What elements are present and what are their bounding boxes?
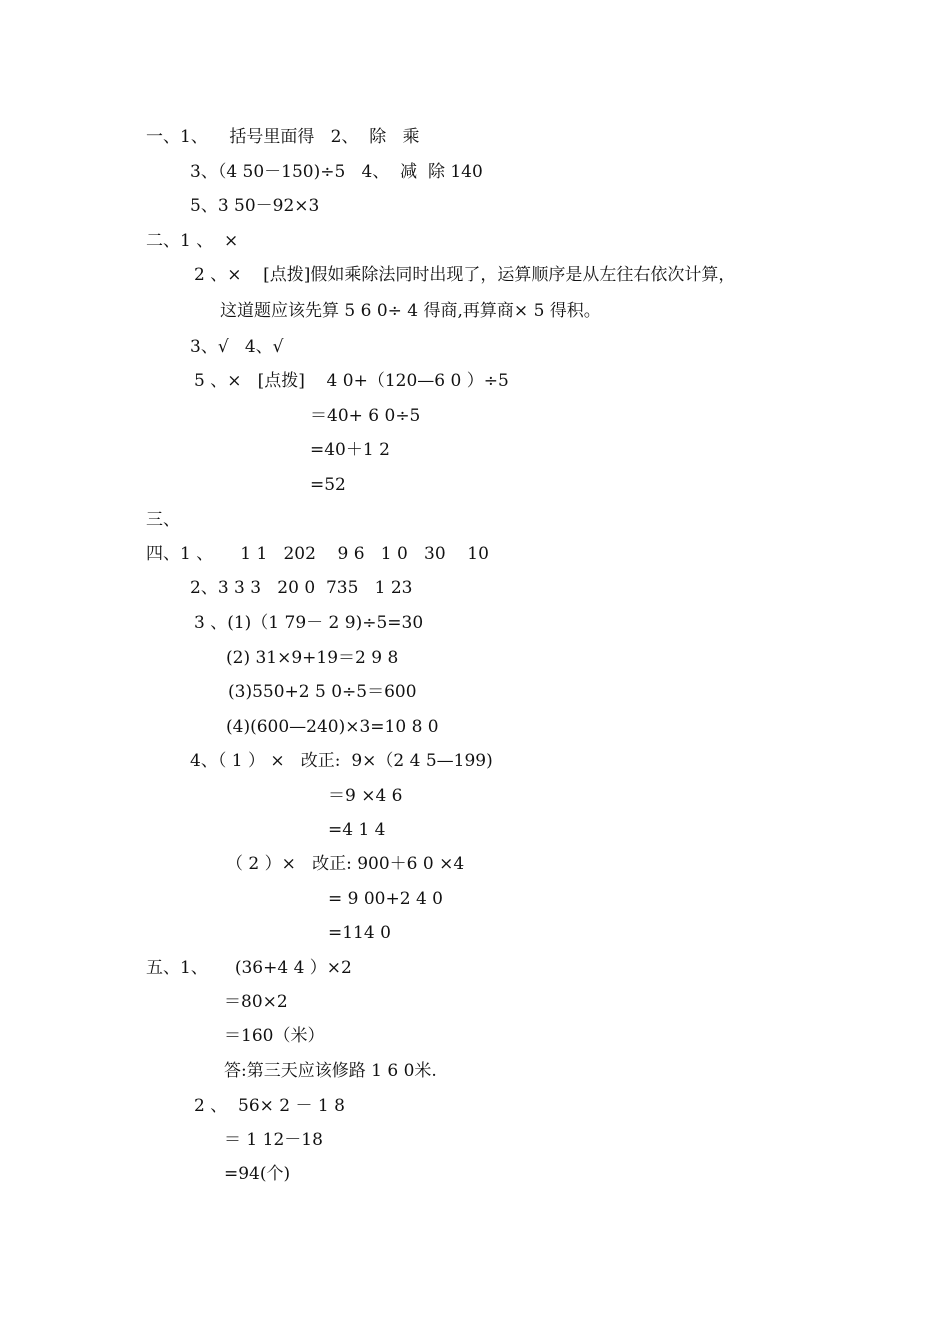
section-2-line-1: 二、1 、 × bbox=[146, 231, 239, 251]
section-4-line-12: =114 0 bbox=[328, 923, 391, 943]
section-4-line-6: (4)(600—240)×3=10 8 0 bbox=[226, 717, 439, 737]
section-2-line-2: 2 、× [点拨]假如乘除法同时出现了，运算顺序是从左往右依次计算， bbox=[194, 265, 736, 285]
section-2-line-5: 5 、× [点拨] 4 0+（120—6 0 ）÷5 bbox=[194, 371, 509, 391]
section-4-line-8: ＝9 ×4 6 bbox=[328, 786, 403, 806]
section-4-line-10: （ 2 ）× 改正: 900＋6 0 ×4 bbox=[226, 854, 465, 874]
section-5-line-3: ＝160（米） bbox=[224, 1026, 325, 1046]
section-4-line-4: (2) 31×9+19＝2 9 8 bbox=[226, 648, 399, 668]
section-5-line-4: 答:第三天应该修路 1 6 0米. bbox=[224, 1061, 437, 1081]
section-4-line-11: = 9 00+2 4 0 bbox=[328, 889, 443, 909]
section-5-line-6: ＝ 1 12－18 bbox=[224, 1130, 323, 1150]
section-1-line-2: 3、（4 50－150)÷5 4、 减 除 140 bbox=[190, 162, 483, 182]
section-4-line-3: 3 、(1)（1 79－ 2 9)÷5=30 bbox=[194, 613, 424, 633]
section-3-line-1: 三、 bbox=[146, 510, 180, 530]
section-2-line-6: ＝40+ 6 0÷5 bbox=[310, 406, 421, 426]
section-4-line-7: 4、（ 1 ） × 改正: 9×（2 4 5—199) bbox=[190, 751, 493, 771]
section-2-line-7: =40＋1 2 bbox=[310, 440, 390, 460]
section-5-line-5: 2 、 56× 2 － 1 8 bbox=[194, 1096, 345, 1116]
section-2-line-8: =52 bbox=[310, 475, 346, 495]
section-4-line-2: 2、3 3 3 20 0 735 1 23 bbox=[190, 578, 413, 598]
section-5-line-7: =94(个) bbox=[224, 1164, 291, 1184]
section-2-line-3: 这道题应该先算 5 6 0÷ 4 得商,再算商× 5 得积。 bbox=[220, 301, 601, 321]
section-5-line-2: ＝80×2 bbox=[224, 992, 288, 1012]
section-2-line-4: 3、√ 4、√ bbox=[190, 337, 284, 357]
section-1-line-3: 5、3 50－92×3 bbox=[190, 196, 320, 216]
section-4-line-5: (3)550+2 5 0÷5＝600 bbox=[228, 682, 417, 702]
section-5-line-1: 五、1、 (36+4 4 ）×2 bbox=[146, 958, 352, 978]
section-4-line-1: 四、1 、 1 1 202 9 6 1 0 30 10 bbox=[146, 544, 489, 564]
section-1-line-1: 一、1、 括号里面得 2、 除 乘 bbox=[146, 127, 420, 147]
section-4-line-9: =4 1 4 bbox=[328, 820, 386, 840]
